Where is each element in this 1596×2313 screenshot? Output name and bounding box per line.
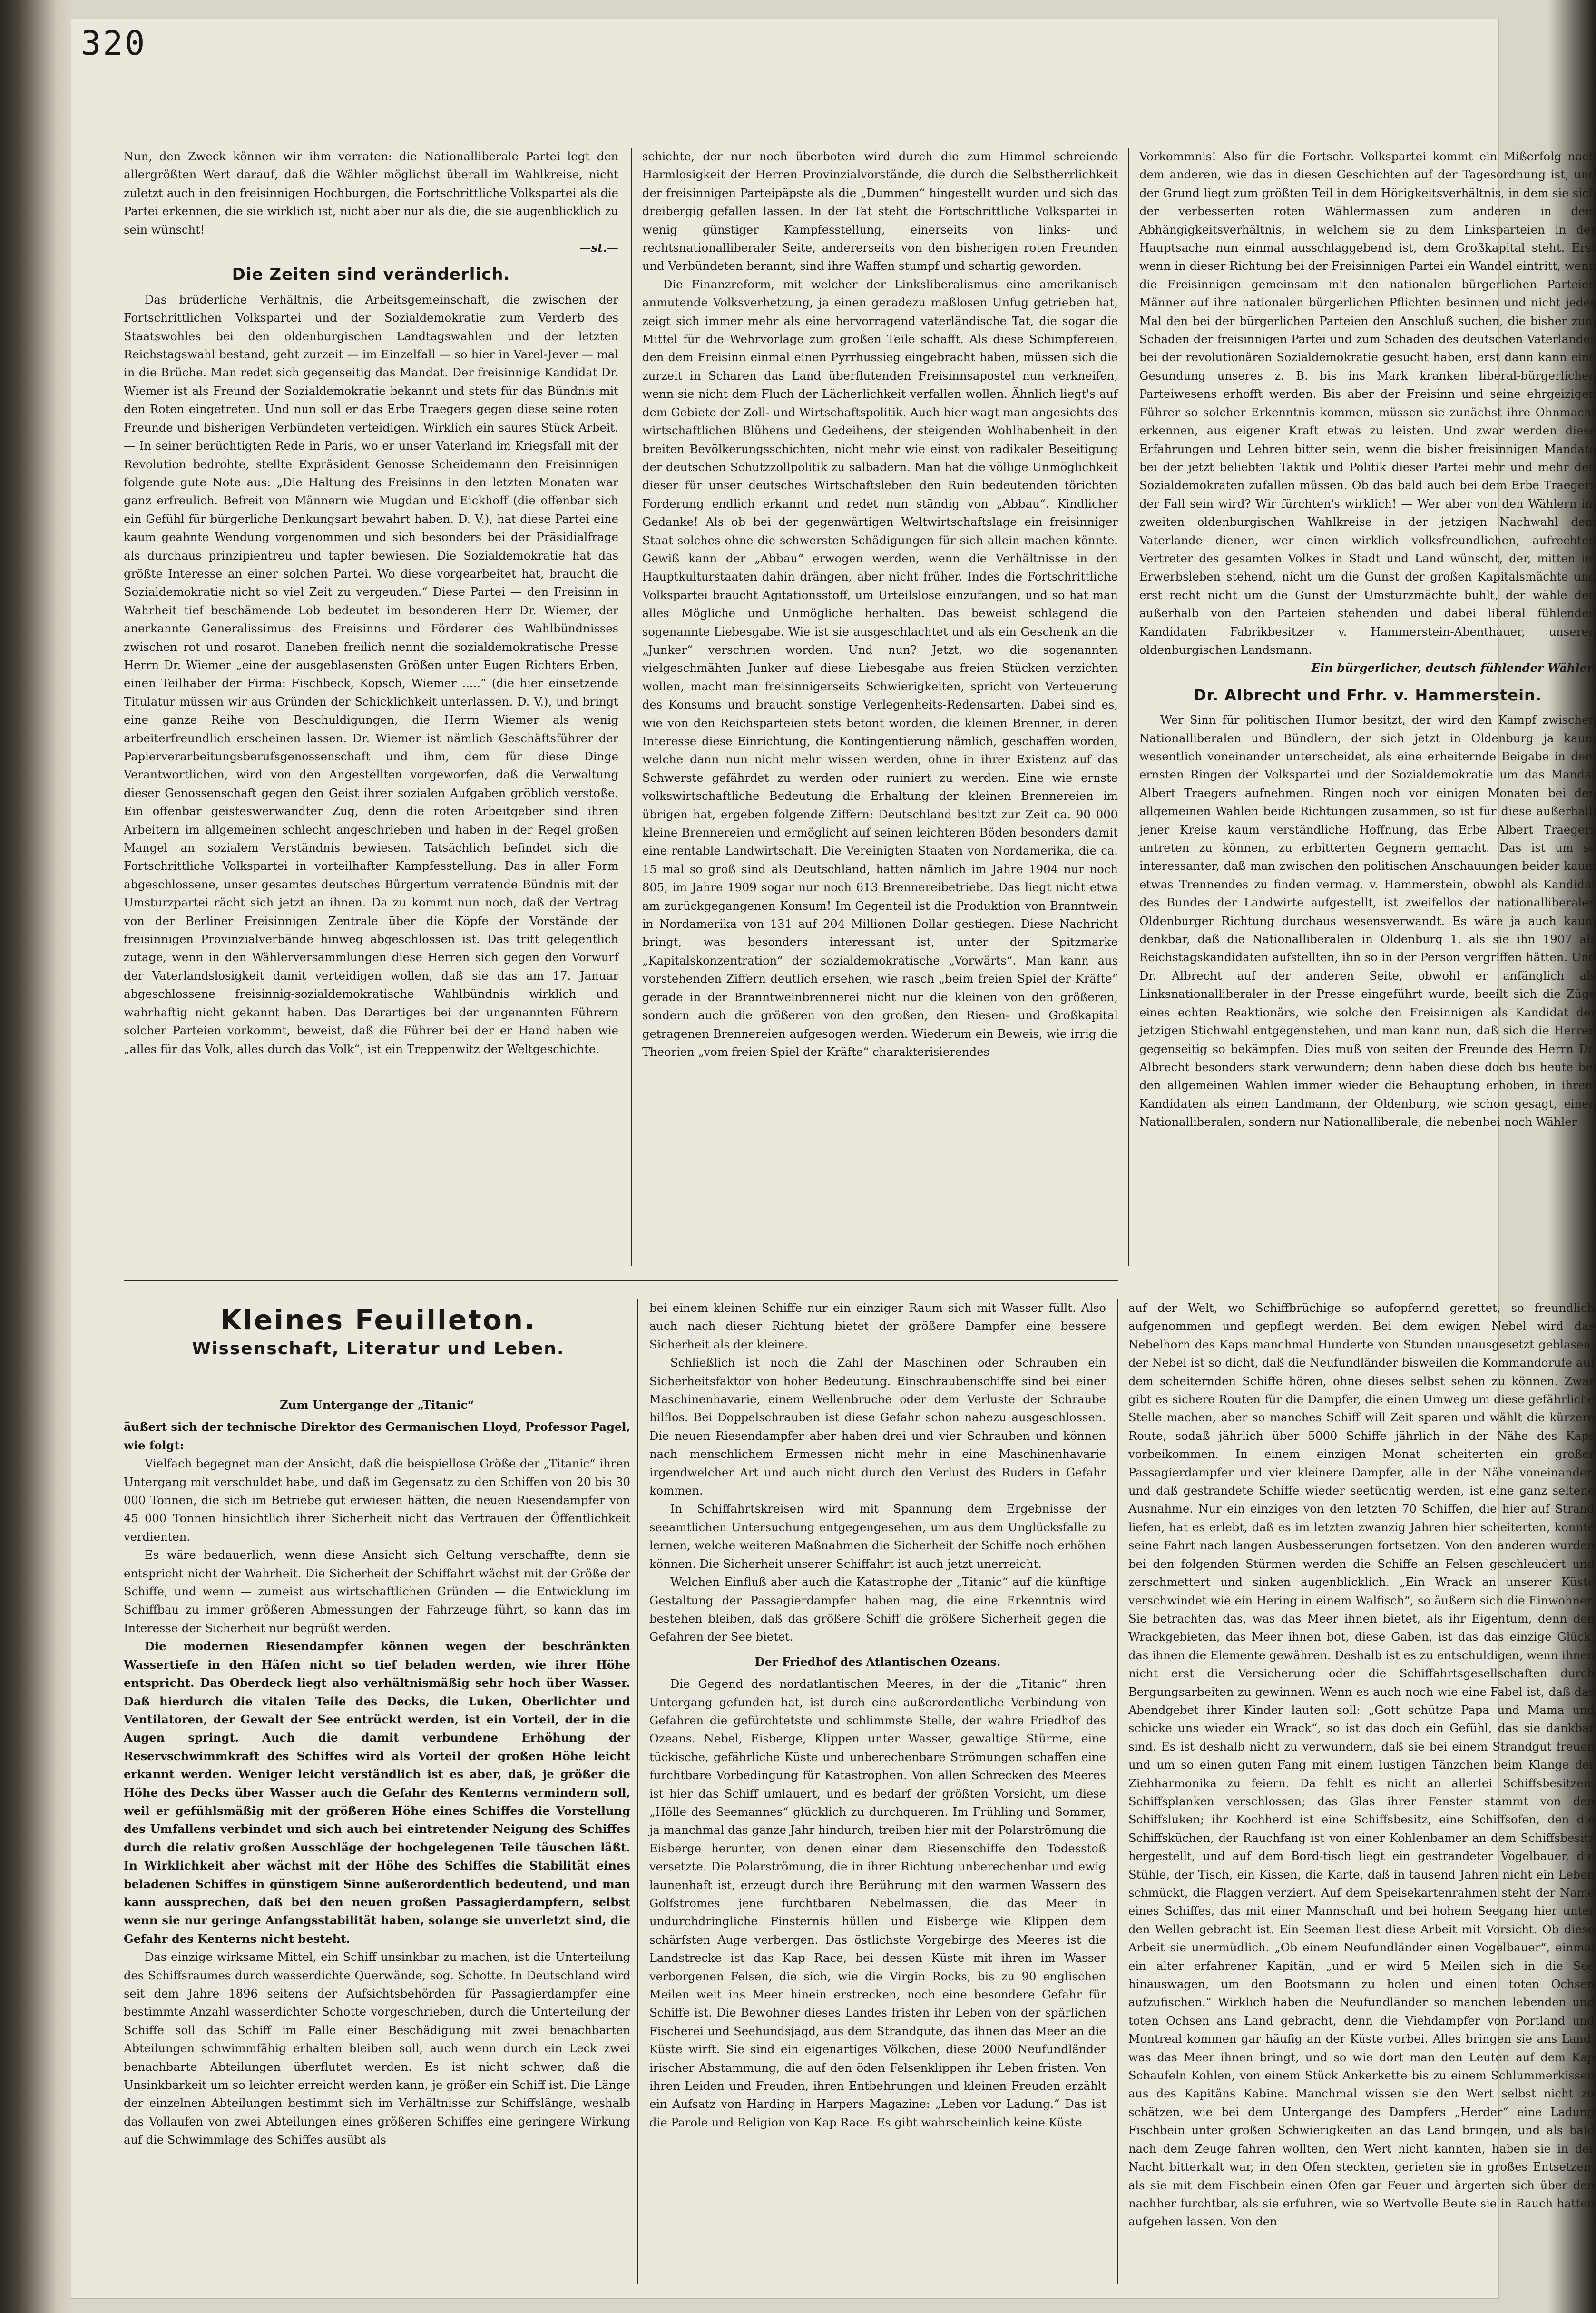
paragraph: Die Finanzreform, mit welcher der Linksliberalismus eine amerikanisch anmutende Volksverhetzung, ja einen geradezu maßlosen Unfug getrieben hat, zeigt sich immer mehr als eine hervorragend vaterländische Tat, die sogar die Mittel für die Wehrvorlage zum großen Teile schafft. Als diese Schimpfereien, den dem Freisinn einmal einen Pyrrhussieg eingebracht haben, müssen sich die zurzeit in Scharen das Land überflutenden Freisinnsapostel nun verkneifen, wenn sie nicht dem Fluch der Lächerlichkeit verfallen wollen. Ähnlich liegt's auf dem Gebiete der Zoll- und Wirtschaftspolitik. Auch hier wagt man angesichts des wirtschaftlichen Blühens und Gedeihens, der steigenden Wohlhabenheit in den breiten Bevölkerungsschichten, nicht mehr wie einst von radikaler Beseitigung der deutschen Schutzzollpolitik zu salbadern. Man hat die völlige Unmöglichkeit dieser für unser deutsches Wirtschaftsleben den Ruin bedeutenden törichten Forderung endlich erkannt und redet nun ständig von „Abbau“. Kindlicher Gedanke! Als ob bei der gegenwärtigen Weltwirtschaftslage ein freisinniger Staat solches ohne die schwersten Schädigungen für sich allein machen könnte. Gewiß kann der „Abbau“ erwogen werden, wenn die Verhältnisse in den Hauptkulturstaaten dahin drängen, aber nicht früher. Indes die Fortschrittliche Volkspartei braucht Agitationsstoff, um Urteilslose einzufangen, und so hat man alles Mögliche und Unmögliche herhalten. Das beweist schlagend die sogenannte Liebesgabe. Wie ist sie ausgeschlachtet und als ein Geschenk an die „Junker“ verschrien worden. Und nun? Jetzt, wo die sogenannten vielgeschmähten Junker auf diese Liebesgabe aus freien Stücken verzichten wollen, macht man freisinnigerseits Schwierigkeiten, spricht von Verteuerung des Konsums und braucht sonstige Verlegenheits-Redensarten. Dabei sind es, wie von den Reichsparteien stets betont worden, die kleinen Brenner, in deren Interesse diese Einrichtung, die Kontingentierung nämlich, geschaffen worden, welche dann nun nicht mehr wissen werden, ohne in ihrer Existenz auf das Schwerste gefährdet zu werden oder ruiniert zu werden. Eine wie ernste volkswirtschaftliche Bedeutung die Erhaltung der kleinen Brennereien im übrigen hat, ergeben folgende Ziffern: Deutschland besitzt zur Zeit ca. 90 000 kleine Brennereien und ermöglicht auf seinen leichteren Böden besonders damit eine rentable Landwirtschaft. Die Vereinigten Staaten von Nordamerika, die ca. 15 mal so groß sind als Deutschland, hatten nämlich im Jahre 1904 nur noch 805, im Jahre 1909 sogar nur noch 613 Brennereibetriebe. Das liegt nicht etwa am zurückgegangenen Konsum! Im Gegenteil ist die Produktion von Branntwein in Nordamerika von 131 auf 204 Millionen Dollar gestiegen. Diese Nachricht bringt, was besonders interessant ist, unter der Spitzmarke „Kapitalskonzentration“ der sozialdemokratische „Vorwärts“. Man kann aus vorstehenden Ziffern deutlich ersehen, wie rasch „beim freien Spiel der Kräfte“ gerade in der Branntweinbrennerei nicht nur die kleinen von den größeren, sondern auch die größeren von den großen, den Riesen- und Großkapital getragenen Brennereien aufgesogen werden. Wiederum ein Beweis, wie irrig die Theorien „vom freien Spiel der Kräfte“ charakterisierendes [642,277,1118,1059]
newspaper-page [71,19,1596,2298]
paragraph: schichte, der nur noch überboten wird durch die zum Himmel schreiende Harmlosigkeit der Herren Provinzialvorstände, die durch die Selbstherrlichkeit der freisinnigen Parteipäpste als die „Dummen“ hingestellt wurden und sich das dreibergig gefallen lassen. In der Tat steht die Fortschrittliche Volkspartei in wenig günstiger Kampfesstellung, einerseits von links- und rechtsnationalliberaler Seite, andererseits von den bisherigen roten Freunden und Verbündeten berannt, sind ihre Waffen stumpf und schartig geworden. [642,150,1118,273]
feuilleton-title: Kleines Feuilleton. [220,1304,537,1336]
paragraph: Vielfach begegnet man der Ansicht, daß die beispiellose Größe der „Titanic“ ihren Untergang mit verschuldet habe, und daß im Gegensatz zu den Schiffen von 20 bis 30 000 Tonnen, die sich im Betriebe gut erwiesen hätten, die neuen Riesendampfer von 45 000 Tonnen hinsichtlich ihrer Sicherheit nicht das Vertrauen der Öffentlichkeit verdienten. [124,1457,630,1544]
paragraph: Wer Sinn für politischen Humor besitzt, der wird den Kampf zwischen Nationalliberalen und Bündlern, der sich jetzt in Oldenburg ja kaum wesentlich voneinander unterscheidet, als eine erheiternde Beigabe in dem ernsten Ringen der Volkspartei und der Sozialdemokratie um das Mandat Albert Traegers aufnehmen. Ringen noch vor einigen Monaten bei den allgemeinen Wahlen beide Richtungen zusammen, so ist für diese außerhalb jener Kreise kaum verständliche Hoffnung, das Erbe Albert Traegers antreten zu können, zu erbitterten Gegnern gemacht. Das ist um so interessanter, daß man zwischen den politischen Anschauungen beider kaum etwas Trennendes zu finden vermag. v. Hammerstein, obwohl als Kandidat des Bundes der Landwirte aufgestellt, ist zweifellos der nationalliberalen Oldenburger Richtung durchaus wesensverwandt. Es wäre ja auch kaum denkbar, daß die Nationalliberalen in Oldenburg 1. als sie ihn 1907 als Reichstagskandidaten aufstellten, ihn so in der Person vergriffen hätten. Und Dr. Albrecht auf der anderen Seite, obwohl er anfänglich als Linksnationalliberaler in der Presse eingeführt wurde, beeilt sich die Züge eines echten Reaktionärs, wie solche den Freisinnigen als Kandidat der jetzigen Stichwahl entgegenstehen, und man kann nun, daß sich die Herren gegenseitig so bekämpfen. Dies muß von seiten der Freunde des Herrn Dr. Albrecht besonders stark verwundern; denn haben diese doch bis heute bei den allgemeinen Wahlen immer wieder die Behauptung erhoben, in ihrem Kandidaten als einen Landmann, der Oldenburg, wie schon gesagt, einen Nationalliberalen, sondern nur Nationalliberale, die nebenbei noch Wähler [1139,713,1596,1129]
paragraph: bei einem kleinen Schiffe nur ein einziger Raum sich mit Wasser füllt. Also auch nach dieser Richtung bietet der größere Dampfer eine bessere Sicherheit als der kleinere. [649,1301,1106,1351]
paragraph: Vorkommnis! Also für die Fortschr. Volkspartei kommt ein Mißerfolg nach dem anderen, wie das in diesen Geschichten auf der Tagesordnung ist, und der Grund liegt zum größten Teil in dem Hörigkeitsverhältnis, in dem sie sich der verbesserten roten Wählermassen zum anderen in dem Abhängigkeitsverhältnis, in welchem sie zu dem Linksparteien in der Hauptsache nun einmal ausschlaggebend ist, dem Großkapital steht. Erst wenn in dieser Richtung bei der Freisinnigen Partei ein Wandel eintritt, wenn die Freisinnigen gemeinsam mit den nationalen bürgerlichen Parteien Männer auf ihre nationalen bürgerlichen Pflichten besinnen und nicht jedes Mal den bei der bürgerlichen Parteien den Anschluß suchen, die bisher zum Schaden der freisinnigen Partei und zum Schaden des deutschen Vaterlandes bei der revolutionären Sozialdemokratie gesucht haben, erst dann kann eine Gesundung unseres z. B. bis ins Mark kranken liberal-bürgerlichen Parteiwesens erhofft werden. Bis aber der Freisinn und seine ehrgeizigen Führer so solcher Erkenntnis kommen, müssen sie zunächst ihre Ohnmacht erkennen, aus eigener Kraft etwas zu leisten. Und zwar werden diese Erfahrungen und Lehren bitter sein, wenn die bisher freisinnigen Mandate bei der jetzt beliebten Taktik und Politik dieser Partei mehr und mehr den Sozialdemokraten zufallen müssen. Ob das bald auch bei dem Erbe Traegers der Fall sein wird? Wir fürchten's wirklich! — Wer aber von den Wählern im zweiten oldenburgischen Wahlkreise in der jetzigen Nachwahl dem Vaterlande dienen, wer einen wirklich volksfreundlichen, aufrechten Vertreter des gesamten Volkes in Stadt und Land wünscht, der, mitten im Erwerbsleben stehend, nicht um die Gunst der großen Kapitalsmächte und erst recht nicht um die Gunst der Umsturzmächte buhlt, der wähle den außerhalb von den Parteien stehenden und dabei liberal fühlenden Kandidaten Fabrikbesitzer v. Hammerstein-Abenthauer, unseren oldenburgischen Landsmann. [1139,150,1596,657]
book-binding-shadow [0,0,71,2313]
page-number: 320 [81,24,147,63]
paragraph: auf der Welt, wo Schiffbrüchige so aufopfernd gerettet, so freundlich aufgenommen und gepflegt werden. Bei dem ewigen Nebel wird das Nebelhorn des Kaps manchmal Hunderte von Stunden unausgesetzt geblasen; der Nebel ist so dicht, daß die Neufundländer bisweilen die Kommandorufe auf dem scheiternden Schiffe hören, ohne dieses selbst sehen zu können. Zwar gibt es sichere Routen für die Dampfer, die einen Umweg um diese gefährliche Stelle machen, aber so manches Schiff will Zeit sparen und wählt die kürzere Route, sodaß jährlich über 5000 Schiffe jährlich in der Nähe des Kaps vorbeikommen. In einem einzigen Monat scheiterten ein großer Passagierdampfer und vier kleinere Dampfer, alle in der Nähe voneinander, und daß gestrandete Schiffe wieder seetüchtig werden, ist eine ganz seltene Ausnahme. Nur ein einziges von den letzten 70 Schiffen, die hier auf Strand liefen, hat es erlebt, daß es im letzten zwanzig Jahren hier scheiterten, konnte seine Fahrt nach langen Ausbesserungen fortsetzen. Von den anderen wurden bei den folgenden Stürmen werden die Schiffe an Felsen geschleudert und zerschmettert und sinken augenblicklich. „Ein Wrack an unserer Küste verschwindet wie ein Hering in einem Walfisch“, so äußern sich die Einwohner. Sie betrachten das, was das Meer ihnen bietet, als ihr Eigentum, denn den Wrackgebieten, das Meer ihnen bot, diese Gaben, ist das das einzige Glück, das ihnen die Elemente gewähren. Deshalb ist es zu entschuldigen, wenn ihnen nicht erst die Versicherung oder die Schiffahrtsgesellschaften durch Bergungsarbeiten zu gewinnen. Wenn es auch noch wie eine Fabel ist, daß das Abendgebet ihrer Kinder lauten soll: „Gott schütze Papa und Mama und schicke uns wieder ein Wrack“, so ist das doch ein Gefühl, das sie dankbar sind. Es ist deshalb nicht zu verwundern, daß sie bei einem Strandgut freuen und um so einen guten Fang mit einem lustigen Tänzchen beim Klange der Ziehharmonika zu feiern. Da fehlt es nicht an allerlei Schiffsbesitzen, Schiffsplanken verschlossen; das Glas ihrer Fenster stammt von den Schiffsluken; ihr Kochherd ist eine Schiffsbesitz, eine Schiffsofen, den die Schiffsküchen, der Rauchfang ist von einer Kohlenbamer an dem Schiffsbesitz hergestellt, und auf dem Bord-tisch liegt ein gestrandeter Vogelbauer, die Stühle, der Tisch, ein Kissen, die Karte, daß in tausend Jahren nicht ein Leben schmückt, die Flaggen verziert. Auf dem Speisekartenrahmen steht der Name eines Schiffes, das mit einer Mannschaft und bei hohem Seegang hier unter den Wellen gebracht ist. Ein Seeman liest diese Arbeit mit Vorsicht. Ob diese Arbeit sie unermüdlich. „Ob einem Neufundländer einen Vogelbauer“, einmal ein alter erfahrener Kapitän, „und er wird 5 Meilen sich in die See hinauswagen, um den Bootsmann zu holen und einen toten Ochsen aufzufischen.“ Wirklich haben die Neufundländer so manchen lebenden und toten Ochsen ans Land gebracht, denn die Viehdampfer von Portland und Montreal kommen gar häufig an der Küste vorbei. Alles bringen sie ans Land, was das Meer ihnen bringt, und so wie dort man den Leuten auf dem Kap Schaufeln Kohlen, von einem Stück Ankerkette bis zu einem Schlummerkissen aus des Kapitäns Kabine. Manchmal wissen sie den Wert selbst nicht zu schätzen, wie bei dem Untergange des Dampfers „Herder“ eine Ladung Fischbein unter großen Schwierigkeiten an das Land bringen, und als bald nach dem Zeuge fahren wollten, den Wert nicht kannten, haben sie in der Nacht bitterkalt war, in den Ofen steckten, gerieten sie in großes Entsetzen, als sie mit dem Fischbein einen Ofen gar Feuer und ärgerten sich über den nachher furchtbar, als sie erfuhren, wie so Wertvolle Beute sie in Rauch hatten aufgehen lassen. Von den [1128,1301,1595,2229]
feuilleton-subtitle: Wissenschaft, Literatur und Leben. [192,1339,565,1358]
paragraph: Schließlich ist noch die Zahl der Maschinen oder Schrauben ein Sicherheitsfaktor von hoher Bedeutung. Einschraubenschiffe sind bei einer Maschinenhavarie, einem Wellenbruche oder dem Verluste der Schraube hilflos. Bei Doppelschrauben ist diese Gefahr schon nahezu ausgeschlossen. Die neuen Riesendampfer aber haben drei und vier Schrauben und können nach menschlichem Ermessen nicht mehr in eine Maschinenhavarie irgendwelcher Art und auch nicht durch den Verlust des Ruders in Gefahr kommen. [649,1356,1106,1498]
paragraph: Das einzige wirksame Mittel, ein Schiff unsinkbar zu machen, ist die Unterteilung des Schiffsraumes durch wasserdichte Querwände, sog. Schotte. In Deutschland wird seit dem Jahre 1896 seitens der Aufsichtsbehörden für Passagierdampfer eine bestimmte Anzahl wasserdichter Schotte vorgeschrieben, durch die Unterteilung der Schiffe soll das Schiff im Falle einer Beschädigung mit zwei benachbarten Abteilungen schwimmfähig erhalten bleiben soll, auch wenn durch ein Leck zwei benachbarte Abteilungen überflutet werden. Es ist nicht schwer, daß die Unsinkbarkeit um so leichter erreicht werden kann, je größer ein Schiff ist. Die Länge der einzelnen Abteilungen bestimmt sich im Verhältnisse zur Schiffslänge, weshalb das Vollaufen von zwei Abteilungen eines größeren Schiffes eine geringere Wirkung auf die Schwimmlage des Schiffes ausübt als [124,1950,630,2147]
column-3-politics [1139,148,1596,1313]
feuilleton-header [128,1304,628,1358]
intro-paragraph: Nun, den Zweck können wir ihm verraten: die Nationalliberale Partei legt den allergrößten Wert darauf, daß die Wähler möglichst überall im Wahlkreise, nicht zuletzt auch in den freisinnigen Hochburgen, die Fortschrittliche Volkspartei als die Partei erkennen, die sie wirklich ist, nicht aber nur als die, die sie augenblicklich zu sein wünscht! [124,150,618,236]
column-rule [637,1299,638,2284]
article-heading-albrecht: Dr. Albrecht und Frhr. v. Hammerstein. [1194,686,1542,704]
feuilleton-separator [124,1280,1118,1281]
column-rule [631,148,632,1266]
intro-signature: —st.— [579,241,618,255]
feuilleton-column-3 [1128,1299,1595,2284]
feuilleton-column-1 [124,1389,630,2284]
paragraph: Es wäre bedauerlich, wenn diese Ansicht sich Geltung verschaffte, denn sie entspricht nicht der Wahrheit. Die Sicherheit der Schiffahrt wächst mit der Größe der Schiffe, und wenn — zumeist aus wirtschaftlichen Gründen — die Entwicklung im Schiffbau zu immer größeren Abmessungen der Fahrzeuge führt, so kann das im Interesse der Sicherheit nur begrüßt werden. [124,1548,630,1635]
paragraph: Welchen Einfluß aber auch die Katastrophe der „Titanic“ auf die künftige Gestaltung der Passagierdampfer haben mag, die eine Erkenntnis wird bestehen bleiben, daß das größere Schiff die größere Sicherheit gegen die Gefahren der See bietet. [649,1575,1106,1644]
column-rule [1128,148,1129,1266]
column-rule [1117,1299,1118,2284]
paragraph: Das brüderliche Verhältnis, die Arbeitsgemeinschaft, die zwischen der Fortschrittlichen Volkspartei und der Sozialdemokratie zum Verderb des Staatswohles bei den oldenburgischen Landtagswahlen und der letzten Reichstagswahl bestand, geht zurzeit — im Einzelfall — so hier in Varel-Jever — mal in die Brüche. Man redet sich gegenseitig das Mandat. Der freisinnige Kandidat Dr. Wiemer ist als Freund der Sozialdemokratie bekannt und stets für das Bündnis mit den Roten eingetreten. Und nun soll er das Erbe Traegers gegen diese seine roten Freunde und bisherigen Verbündeten verteidigen. Wirklich ein saures Stück Arbeit. — In seiner berüchtigten Rede in Paris, wo er unser Vaterland im Kriegsfall mit der Revolution bedrohte, stellte Expräsident Genosse Scheidemann den Freisinnigen folgende gute Note aus: „Die Haltung des Freisinns in den letzten Monaten war ganz erfreulich. Befreit von Männern wie Mugdan und Eickhoff (die offenbar sich ein Gefühl für bürgerliche Denkungsart bewahrt haben. D. V.), hat diese Partei eine kaum geahnte Wendung vorgenommen und sich besonders bei der Präsidialfrage als durchaus prinzipientreu und tapfer bewiesen. Die Sozialdemokratie hat das größte Interesse an einer solchen Partei. Wo diese vorgearbeitet hat, braucht die Sozialdemokratie nicht so viel Zeit zu vergeuden.“ Diese Partei — den Freisinn in Wahrheit tief beschämende Lob bedeutet im besonderen Herr Dr. Wiemer, der anerkannte Generalissimus des Freisinns und Förderer des Wahlbündnisses zwischen rot und rosarot. Daneben freilich nennt die sozialdemokratische Presse Herrn Dr. Wiemer „eine der ausgeblasensten Größen unter Eugen Richters Erben, einen Teilhaber der Firma: Fischbeck, Kopsch, Wiemer .....“ (die hier einsetzende Titulatur müssen wir aus Gründen der Schicklichkeit unterlassen. D. V.), und bringt eine ganze Reihe von Beschuldigungen, die Herrn Wiemer als wenig arbeiterfreundlich erscheinen lassen. Dr. Wiemer ist nämlich Geschäftsführer der Papierverarbeitungsberufsgenossenschaft und ihm, dem für diese Dinge Verantwortlichen, wird von den Angestellten vorgeworfen, daß die Verwaltung dieser Genossenschaft gegen den Geist ihrer sozialen Aufgaben gröblich verstoße. Ein offenbar geisteswerwandter Zug, denn die roten Arbeitgeber sind ihren Arbeitern im allgemeinen schlecht angeschrieben und haben in der Regel großen Mangel an sozialem Verständnis bewiesen. Tatsächlich befindet sich die Fortschrittliche Volkspartei in vorteilhafter Kampfesstellung. Das in aller Form abgeschlossene, unser gesamtes deutsches Bürgertum verratende Bündnis mit der Umsturzpartei rächt sich jetzt an ihnen. Da zu kommt nun noch, daß der Vertrag von der Berliner Freisinnigen Zentrale über die Köpfe der Vorstände der freisinnigen Provinzialverbände hinweg abgeschlossen ist. Das tritt gelegentlich zutage, wenn in den Wählerversammlungen diese Herren sich gegen den Vorwurf der Vaterlandslosigkeit damit verteidigen wollen, daß sie das am 17. Januar abgeschlossene freisinnig-sozialdemokratische Wahlbündnis wirklich und wahrhaftig nicht gekannt haben. Das Derartiges bei der ungenannten Führern solcher Parteien vorkommt, beweist, daß die Führer bei der er Hand haben wie „alles für das Volk, alles durch das Volk“, ist ein Treppenwitz der Weltgeschichte. [124,293,618,1056]
column-2-politics [642,148,1118,1261]
article-heading-zeiten: Die Zeiten sind veränderlich. [232,265,510,285]
paragraph: Die modernen Riesendampfer können wegen der beschränkten Wassertiefe in den Häfen nicht so tief beladen werden, wie ihrer Höhe entspricht. Das Oberdeck liegt also verhältnismäßig sehr hoch über Wasser. Daß hierdurch die vitalen Teile des Decks, die Luken, Oberlichter und Ventilatoren, der Gewalt der See entrückt werden, ist ein Vorteil, der in die Augen springt. Auch die damit verbundene Erhöhung der Reservschwimmkraft des Schiffes wird als Vorteil der großen Höhe leicht erkannt werden. Weniger leicht verständlich ist es aber, daß, je größer die Höhe des Decks über Wasser auch die Gefahr des Kenterns vermindern soll, weil er gefühlsmäßig mit der größeren Höhe eines Schiffes die Vorstellung des Umfallens verbindet und sich auch bei eintretender Neigung des Schiffes durch die relativ großen Ausschläge der hochgelegenen Teile täuschen läßt. In Wirklichkeit aber wächst mit der Höhe des Schiffes die Stabilität eines beladenen Schiffes in günstigem Sinne außerordentlich bedeutend, und man kann aussprechen, daß bei den neuen großen Passagierdampfern, selbst wenn sie nur geringe Anfangsstabilität haben, solange sie unverletzt sind, die Gefahr des Kenterns nicht besteht. [124,1639,630,1946]
reader-signature: Ein bürgerlicher, deutsch fühlender Wähler. [1311,661,1596,675]
friedhof-heading: Der Friedhof des Atlantischen Ozeans. [754,1654,1001,1669]
titanic-heading: Zum Untergange der „Titanic“ [280,1398,474,1412]
feuilleton-column-2 [649,1299,1106,2284]
column-1-politics [124,148,618,1261]
article-lead: äußert sich der technische Direktor des Germanischen Lloyd, Professor Pagel, wie folgt: [124,1420,630,1452]
paragraph: Die Gegend des nordatlantischen Meeres, in der die „Titanic“ ihren Untergang gefunden hat, ist durch eine außerordentliche Verbindung von Gefahren die gefürchtetste und schlimmste Stelle, der wahre Friedhof des Ozeans. Nebel, Eisberge, Klippen unter Wasser, gewaltige Stürme, eine tückische, gefährliche Küste und unberechenbare Strömungen schaffen eine furchtbare Vorbedingung für Katastrophen. Von allen Schrecken des Meeres ist hier das Schiff umlauert, und es bedarf der größten Vorsicht, um diese „Hölle des Seemannes“ glücklich zu durchqueren. Im Frühling und Sommer, ja manchmal das ganze Jahr hindurch, treiben hier mit der Polarströmung die Eisberge herunter, von denen einer dem Riesenschiffe den Todesstoß versetzte. Die Polarströmung, die in ihrer Richtung unberechenbar und ewig launenhaft ist, erzeugt durch ihre Berührung mit den warmen Wassern des Golfstromes jene furchtbaren Nebelmassen, die das Meer in undurchdringliche Finsternis hüllen und Eisberge wie Klippen dem schärfsten Auge verbergen. Das östlichste Vorgebirge des Meeres ist die Landstrecke ist das Kap Race, bei dessen Küste mit ihren im Wasser verborgenen Felsen, die sich, wie die Virgin Rocks, bis zu 90 englischen Meilen weit ins Meer hinein erstrecken, noch eine besondere Gefahr für Schiffe ist. Die Bewohner dieses Landes fristen ihr Leben von der spärlichen Fischerei und Seehundsjagd, aus dem Strandgute, das ihnen das Meer an die Küste wirft. Sie sind ein eigenartiges Völkchen, diese 2000 Neufundländer irischer Abstammung, die auf den öden Felsenklippen ihr Leben fristen. Von ihren Leiden und Freuden, ihren Entbehrungen und kleinen Freuden erzählt ein Aufsatz von Harding in Harpers Magazine: „Leben vor Ladung.“ Das ist die Parole und Religion von Kap Race. Es gibt wahrscheinlich keine Küste [649,1677,1106,2129]
paragraph: In Schiffahrtskreisen wird mit Spannung dem Ergebnisse der seeamtlichen Untersuchung entgegengesehen, um aus dem Unglücksfalle zu lernen, welche weiteren Maßnahmen die Sicherheit der Schiffe noch erhöhen können. Die Sicherheit unserer Schiffahrt ist auch jetzt unerreicht. [649,1502,1106,1571]
